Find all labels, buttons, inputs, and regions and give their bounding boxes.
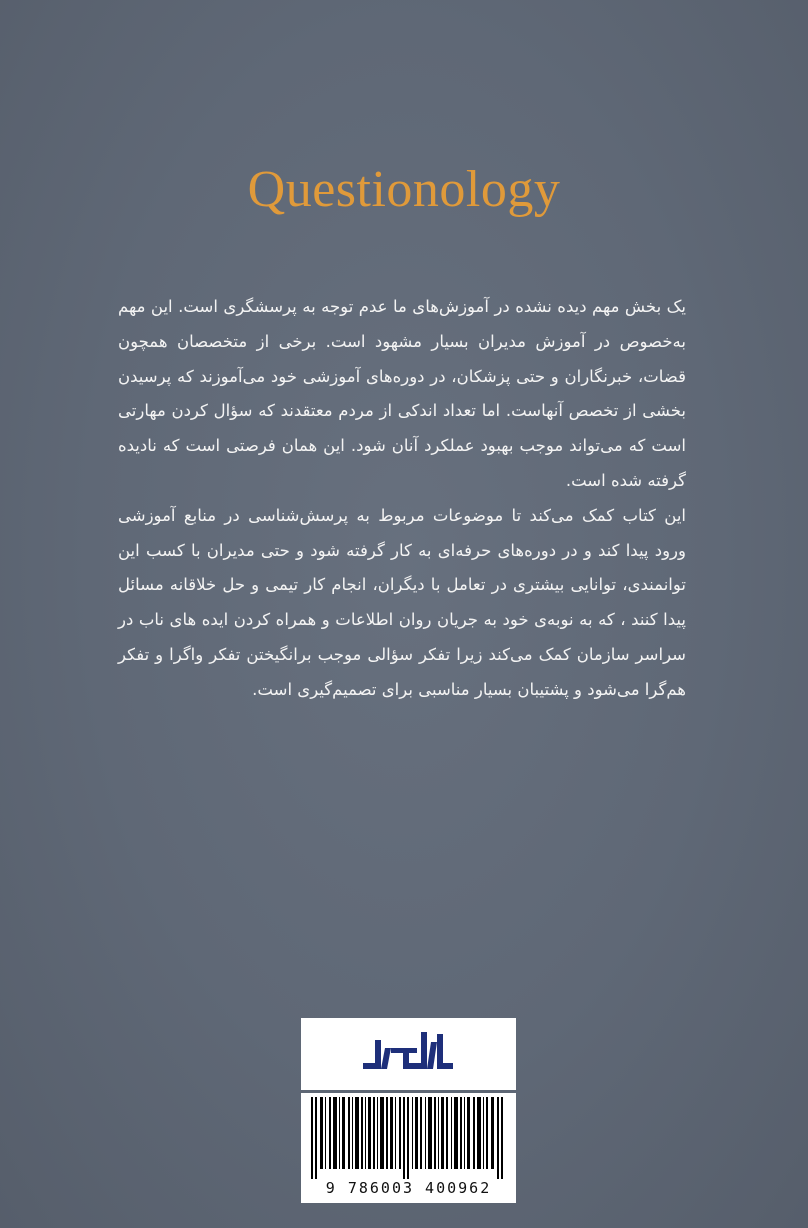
publisher-logo-icon <box>363 1028 455 1078</box>
isbn-number: 9 786003 400962 <box>325 1179 492 1197</box>
blurb-paragraph-1: یک بخش مهم دیده نشده در آموزش‌های ما عدم توجه به پرسشگری است. این مهم به‌خصوص در آموزش مدیران بسیار مشهود است. برخی از متخصصان همچون قضات، خبرنگاران و حتی پزشکان، در دوره‌های آموزشی خود می‌آموزند که پرسیدن بخشی از تخصص آنهاست. اما تعداد اندکی از مردم معتقدند که سؤال کردن مهارتی است که می‌تواند موجب بهبود عملکرد آنان شود. این همان فرصتی است که نادیده گرفته شده است. <box>118 297 686 490</box>
barcode-icon <box>307 1097 510 1179</box>
book-title: Questionology <box>247 161 561 218</box>
blurb-paragraph-2: این کتاب کمک می‌کند تا موضوعات مربوط به پرسش‌شناسی در منابع آموزشی ورود پیدا کند و در دوره‌های حرفه‌ای به کار گرفته شود و حتی مدیران با کسب این توانمندی، توانایی بیشتری در تعامل با دیگران، انجام کار تیمی و حل خلاقانه مسائل پیدا کنند ، که به نوبه‌ی خود به جریان روان اطلاعات و همراه کردن ایده های ناب در سراسر سازمان کمک می‌کند زیرا تفکر سؤالی موجب برانگیختن تفکر واگرا و تفکر هم‌گرا می‌شود و پشتیبان بسیار مناسبی برای تصمیم‌گیری است. <box>118 505 686 699</box>
publisher-logo-box <box>301 1018 516 1090</box>
barcode-box <box>301 1093 516 1203</box>
blurb-text <box>118 290 686 708</box>
